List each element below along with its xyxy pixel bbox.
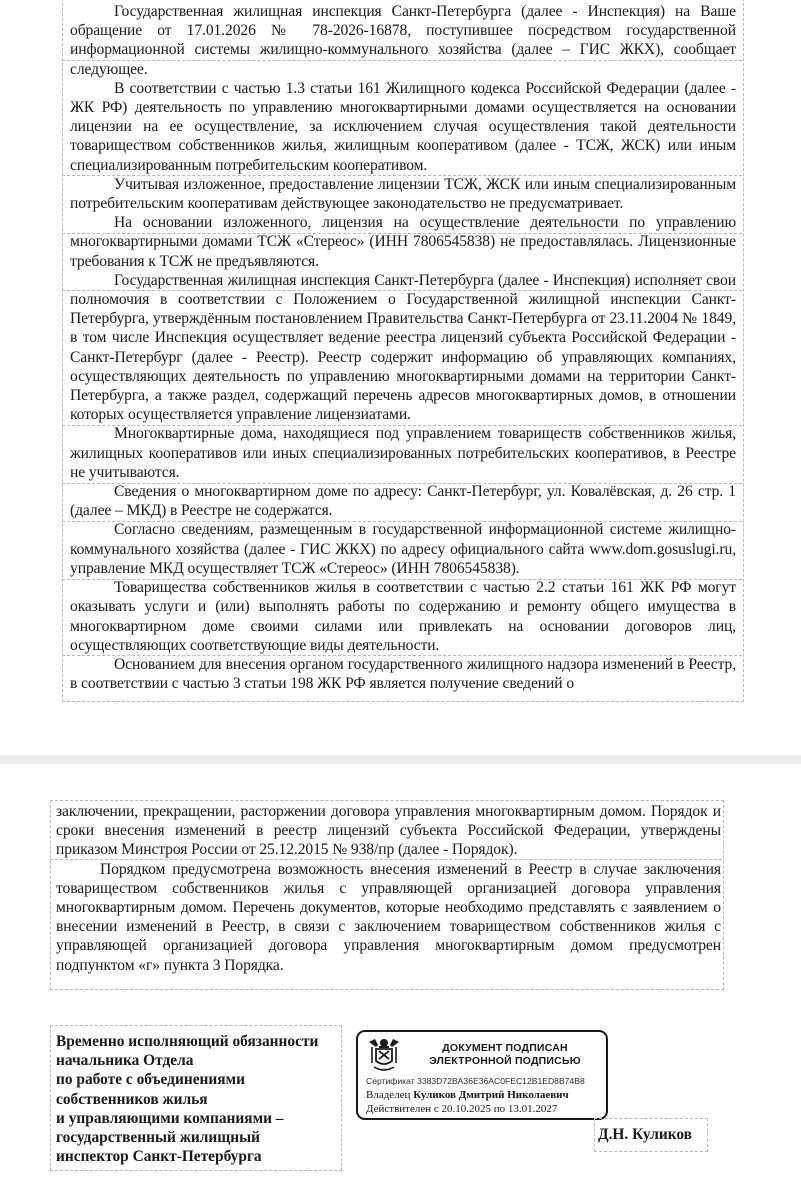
signer-position-line: начальника Отдела	[56, 1052, 194, 1070]
owner-name: Куликов Дмитрий Николаевич	[413, 1089, 569, 1101]
paragraph-license-not-issued: На основании изложенного, лицензия на осуществление деятельности по управлению многоквартирными домами ТСЖ «Стереос» (ИНН 7806545838) не предоставлялась. Лицензионные требования к ТСЖ не предъявляются.	[70, 214, 736, 270]
signer-name: Д.Н. Куликов	[598, 1126, 692, 1143]
paragraph-gis-info: Согласно сведениям, размещенным в государственной информационной системе жилищно-коммунального хозяйства (далее - ГИС ЖКХ) по адресу официального сайта www.dom.gosuslugi.ru, управление МКД осуществляет ТСЖ «Стереос» (ИНН 7806545838).	[70, 521, 736, 577]
signer-position-line: Временно исполняющий обязанности	[56, 1033, 319, 1050]
paragraph-registry-changes: Основанием для внесения органом государственного жилищного надзора изменений в Реестр, в соответствии с частью 3 статьи 198 ЖК РФ является получение сведений о	[70, 655, 736, 693]
signer-position	[56, 1032, 336, 1166]
paragraph-continuation: заключении, прекращении, расторжении договора управления многоквартирным домом. Порядок и сроки внесения изменений в реестр лицензий субъекта Российской Федерации, утверждены приказом Минстроя России от 25.12.2015 № 938/пр (далее - Порядок).	[56, 803, 721, 859]
paragraph-inspection-authority: Государственная жилищная инспекция Санкт-Петербурга (далее - Инспекция) исполняет свои полномочия в соответствии с Положением о Государственной жилищной инспекции Санкт-Петербурга, утверждённым постановлением Правительства Санкт-Петербурга от 23.11.2004 № 1849, в том числе Инспекция осуществляет ведение реестра лицензий субъекта Российской Федерации - Санкт-Петербург (далее - Реестр). Реестр содержит информацию об управляющих компаниях, осуществляющих деятельность по управлению многоквартирными домами на территории Санкт-Петербурга, а также раздел, содержащий перечень адресов многоквартирных домов, в отношении которых осуществляется управление лицензиатами.	[70, 271, 736, 424]
signer-position-line: собственников жилья	[56, 1090, 208, 1108]
stamp-owner: Владелец Куликов Дмитрий Николаевич	[366, 1089, 569, 1101]
page-2-body	[56, 802, 721, 975]
signer-position-line: по работе с объединениями	[56, 1071, 245, 1089]
paragraph-license-not-required: Учитывая изложенное, предоставление лицензии ТСЖ, ЖСК или иным специализированным потребительским кооперативам действующее законодательство не предусматривает.	[70, 175, 736, 213]
paragraph-intro: Государственная жилищная инспекция Санкт-Петербурга (далее - Инспекция) на Ваше обращение от 17.01.2026 № 78-2026-16878, поступившее посредством государственной информационной системы жилищно-коммунального хозяйства (далее – ГИС ЖКХ), сообщает следующее.	[70, 3, 736, 78]
signer-position-line: государственный жилищный	[56, 1129, 260, 1147]
signer-position-line: и управляющими компаниями –	[56, 1109, 284, 1127]
paragraph-hoa-services: Товарищества собственников жилья в соответствии с частью 2.2 статьи 161 ЖК РФ могут оказывать услуги и (или) выполнять работы по содержанию и ремонту общего имущества в многоквартирном доме своими силами или привлекать на основании договоров лиц, осуществляющих соответствующие виды деятельности.	[70, 579, 736, 654]
paragraph-procedure: Порядком предусмотрена возможность внесения изменений в Реестр в случае заключения товариществом собственников жилья с управляющей организацией договора управления многоквартирным домом. Перечень документов, которые необходимо представлять с заявлением о внесении изменений в Реестр, в связи с заключением товариществом собственников жилья с управляющей организацией договора управления многоквартирным домом предусмотрен подпунктом «г» пункта 3 Порядка.	[56, 860, 721, 974]
page-1-body	[70, 2, 736, 693]
certificate-id: 3383D72BA36E36AC0FEC12B1ED8B74B8	[417, 1076, 585, 1086]
spb-coat-of-arms-icon	[366, 1037, 402, 1073]
stamp-certificate: Сертификат 3383D72BA36E36AC0FEC12B1ED8B74B8	[366, 1076, 585, 1086]
page-separator	[0, 755, 801, 764]
paragraph-registry-exclusion: Многоквартирные дома, находящиеся под управлением товариществ собственников жилья, жилищных кооперативов или иных специализированных потребительских кооперативов, в Реестре не учитываются.	[70, 425, 736, 481]
svg-text:ES: ES	[381, 1067, 387, 1072]
paragraph-building-info: Сведения о многоквартирном доме по адресу: Санкт-Петербург, ул. Ковалёвская, д. 26 стр. 1 (далее – МКД) в Реестре не содержатся.	[70, 483, 736, 520]
stamp-title: ДОКУМЕНТ ПОДПИСАН ЭЛЕКТРОННОЙ ПОДПИСЬЮ	[429, 1042, 581, 1067]
paragraph-legal-basis: В соответствии с частью 1.3 статьи 161 Жилищного кодекса Российской Федерации (далее - ЖК РФ) деятельность по управлению многоквартирными домами осуществляется на основании лицензии на ее осуществление, за исключением случая осуществления такой деятельности товариществом собственников жилья, жилищным кооперативом (далее - ТСЖ, ЖСК) или иным специализированным потребительским кооперативом.	[70, 79, 736, 174]
electronic-signature-stamp	[356, 1030, 608, 1120]
stamp-validity: Действителен с 20.10.2025 по 13.01.2027	[366, 1103, 558, 1115]
signer-position-line: инспектор Санкт-Петербурга	[56, 1148, 262, 1166]
